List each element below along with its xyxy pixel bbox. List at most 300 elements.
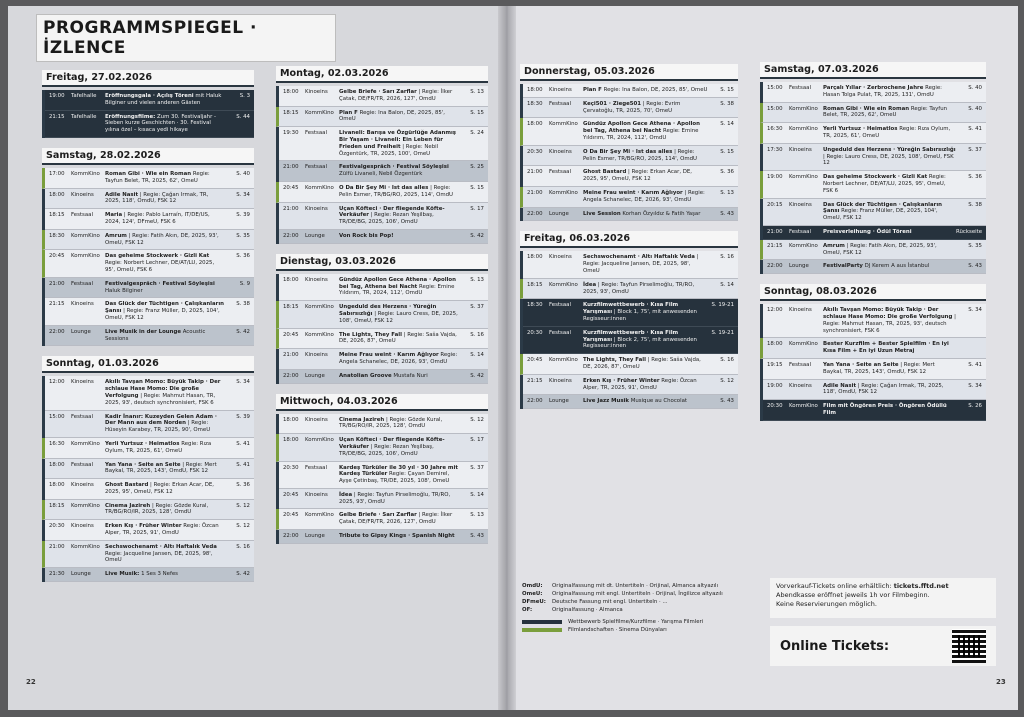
event-row[interactable] [763,260,986,274]
event-detail: | Regie: Lauro Cress, DE, 2025, 108', OmeU, FSK 12 [339,310,458,324]
event-description [105,301,224,321]
event-page-ref: S. 43 [470,533,484,540]
event-row[interactable] [42,250,254,277]
schedule-column-4 [760,62,986,431]
event-time: 19:15 [767,361,783,368]
event-description [105,233,224,247]
event-row[interactable] [520,187,738,208]
event-row[interactable] [523,299,738,326]
event-time: 15:00 [49,413,65,420]
event-venue: Kinoeins [71,301,94,308]
event-detail: 1 Ses 3 Nefes [141,571,178,578]
event-title: Eröffnungsgala · Açılış Töreni [105,93,194,99]
legend-key: OmdU: [522,583,543,589]
event-time: 21:00 [767,228,783,235]
event-list [276,86,488,244]
event-row[interactable] [520,118,738,145]
event-time: 21:00 [49,543,65,550]
legend-text: Deutsche Fassung mit engl. Untertiteln · ... [552,599,668,605]
event-time: 16:30 [49,440,65,447]
event-detail: Zülfü Livaneli, Nebil Özgentürk [339,171,423,178]
event-time: 12:00 [49,379,65,386]
event-page-ref: S. 17 [470,437,484,444]
event-row[interactable] [523,395,738,409]
event-page-ref: S. 42 [470,372,484,379]
event-row[interactable] [763,199,986,226]
event-row[interactable] [760,171,986,198]
event-venue: Tafelhalle [71,113,97,120]
event-time: 12:00 [767,307,783,314]
event-page-ref: S. 15 [720,148,734,155]
event-row[interactable] [45,209,254,230]
event-row[interactable] [763,226,986,240]
event-venue: Kinoeins [549,148,572,155]
event-detail: | Regie: İlker Çatak, DE/FR/TR, 2026, 127', OmdU [339,89,453,102]
qr-code-icon[interactable] [952,629,986,663]
event-list [520,84,738,221]
event-row[interactable] [45,111,254,138]
event-row[interactable] [279,414,488,435]
event-detail: | Regie: Rezan Yeşilbaş, TR/DE/BG, 2025, 106', OmdU [339,212,434,226]
event-page-ref: S. 41 [968,361,982,368]
event-venue: Lounge [549,398,569,405]
event-detail: | Regie: Mert Baykal, TR, 2025, 143', OmdU, FSK 12 [105,461,217,475]
event-row[interactable] [279,127,488,161]
event-row[interactable] [763,144,986,171]
event-row[interactable] [45,568,254,582]
event-time: 21:00 [527,169,543,176]
legend-color-swatch [522,620,562,624]
event-description [583,357,708,371]
event-description [339,164,458,178]
event-row[interactable] [520,279,738,300]
event-detail: | Regie: Erkan Acar, DE, 2025, 95', OmeU, FSK 12 [583,169,693,183]
event-description [339,437,458,457]
event-description [105,544,224,564]
event-detail: Zum 30. Festivaljahr - Sieben kurze Geschichten · 30. Festival yılına özel – kısaca yedi hikaye [105,113,216,134]
event-description [823,106,956,120]
event-row[interactable] [42,438,254,459]
event-venue: KommKino [789,174,818,181]
event-row[interactable] [45,278,254,299]
event-description [583,149,708,163]
event-title: Festivalgespräch · Festival Söyleşisi [105,280,215,287]
event-page-ref: S. 9 [239,280,250,287]
event-venue: Festsaal [305,464,327,471]
event-time: 20:15 [767,201,783,208]
event-row[interactable] [45,189,254,210]
event-row[interactable] [45,376,254,410]
event-detail: | Regie: Lauro Cress, DE, 2025, 108', OmeU, FSK 12 [823,153,954,167]
event-description [823,383,956,397]
legend-color-swatch [522,628,562,632]
event-page-ref [956,341,982,355]
event-title: Roman Gibi · Wie ein Roman [823,105,910,112]
event-description [105,212,224,226]
legend-text: Originalfassung mit dt. Untertiteln · Orijinal, Almanca altyazılı [552,583,718,589]
event-page-ref: Rückseite [956,228,983,235]
event-title: Gündüz Apollon Gece Athena · Apollon bei Tag, Athena bei Nacht [583,121,700,135]
ticket-link[interactable]: tickets.fftd.net [893,582,949,590]
event-title: Erken Kış · Früher Winter [105,523,182,530]
event-page-ref: S. 37 [968,146,982,153]
event-time: 20:45 [283,184,299,191]
event-row[interactable] [763,304,986,338]
event-title: Ungeduld des Herzens · Yüreğin Sabırsızlığı [339,304,437,317]
event-description [339,277,458,297]
legend-bar-text: Wettbewerb Spielfilme/Kurzfilme · Yarışma Filmleri [568,619,704,625]
day-block [276,254,488,384]
event-row[interactable] [523,166,738,187]
event-row[interactable] [763,400,986,421]
event-time: 20:30 [527,148,543,155]
event-page-ref: S. 12 [236,523,250,530]
event-page-ref: S. 40 [968,105,982,112]
event-title: Sechswochenamt · Altı Haftalık Veda [105,543,217,550]
event-venue: KommKino [789,341,818,348]
event-venue: KommKino [71,232,100,239]
event-detail: | Regie: Tayfun Pirselimoğlu, TR/RO, 2025, 93', OmdU [583,281,695,295]
event-row[interactable] [279,370,488,384]
event-page-ref: S. 42 [236,571,250,578]
event-detail: | Regie: Nebil Özgentürk, TR, 2025, 100', OmeU [339,143,439,157]
event-row[interactable] [760,103,986,124]
event-page-ref: S. 13 [470,89,484,95]
event-row[interactable] [520,354,738,375]
event-title: Gelbe Briefe · Sarı Zarflar [339,89,417,95]
event-description [823,85,956,99]
ticket-info-line2: Abendkasse eröffnet jeweils 1h vor Filmbeginn. [776,591,930,599]
event-venue: Festsaal [71,413,93,420]
event-description [583,330,708,350]
event-title: Yerli Yurtsuz · Heimatlos [823,126,898,133]
event-title: The Lights, They Fall [583,357,646,364]
event-time: 22:00 [767,263,783,270]
event-description [339,304,458,324]
event-page-ref: S. 36 [236,253,250,260]
event-time: 16:30 [767,126,783,133]
event-row[interactable] [523,146,738,167]
event-title: Live Musik: [105,571,140,578]
event-row[interactable] [279,530,488,544]
event-title: Meine Frau weint · Karım Ağlıyor [583,189,683,196]
event-description [339,512,458,526]
schedule-column-1 [42,70,254,592]
event-detail: Regie: Rıza Oylum, TR, 2025, 61', OmeU [105,440,212,454]
event-time: 21:30 [49,571,65,578]
day-heading: Sonntag, 01.03.2026 [42,356,254,373]
event-row[interactable] [279,462,488,489]
event-time: 18:30 [527,302,543,309]
event-time: 18:15 [49,212,65,219]
event-detail: Regie: Franz Müller, DE, 2025, 104', OmeU, FSK 12 [823,208,938,222]
event-row[interactable] [45,326,254,347]
event-venue: Lounge [305,533,325,540]
event-title: Plan F [583,87,602,93]
event-description [339,373,458,380]
event-detail: | Regie: Pablo Larraín, IT/DE/US, 2024, 124', DFmeU, FSK 6 [105,212,210,225]
event-time: 20:45 [527,357,543,364]
event-venue: KommKino [71,170,100,177]
event-description [583,211,708,218]
event-row[interactable] [276,509,488,530]
event-time: 21:15 [49,113,65,120]
event-page-ref: S. 37 [470,464,484,471]
event-detail: | Regie: Saša Vajda, DE, 2026, 87', OmeU [339,331,457,345]
event-venue: KommKino [71,502,100,509]
event-row[interactable] [276,182,488,203]
event-venue: Kinoeins [71,482,94,489]
legend-text: Originalfassung mit engl. Untertiteln · Orijinal, İngilizce altyazılı [552,591,723,597]
event-row[interactable] [523,327,738,354]
event-page-ref: S. 24 [470,130,484,137]
event-time: 19:00 [767,174,783,181]
event-page-ref: S. 15 [470,184,484,191]
event-detail: | Regie: İlker Çatak, DE/FR/TR, 2026, 127', OmdU [339,512,453,526]
event-page-ref: S. 43 [968,263,982,270]
event-page-ref: S. 39 [236,212,250,219]
event-row[interactable] [760,338,986,359]
event-row[interactable] [279,349,488,370]
event-title: Ghost Bastard [583,169,627,176]
event-page-ref: S. 38 [968,201,982,208]
event-row[interactable] [760,240,986,261]
day-block [42,70,254,138]
event-time: 19:00 [49,93,65,99]
event-detail: Regie: Rıza Oylum, TR, 2025, 61', OmeU [823,126,951,139]
event-detail: | Regie: Gözde Kural, TR/BG/RO/IR, 2025, 128', OmdU [339,416,443,430]
page-title: PROGRAMMSPIEGEL · İZLENCE [36,14,336,62]
event-row[interactable] [763,380,986,401]
event-detail: mit Haluk Bilginer und vielen anderen Gästen [105,93,222,106]
event-row[interactable] [523,251,738,278]
event-title: Festivalgespräch · Festival Söyleşisi [339,164,449,171]
event-time: 17:30 [767,146,783,153]
event-title: Das geheime Stockwerk · Gizli Kat [823,174,928,181]
event-page-ref: S. 41 [236,461,250,468]
event-detail: | Regie: Mahmut Hasan, TR, 2025, 93', deutsch synchronisiert, FSK 6 [823,313,956,334]
event-description [105,253,224,273]
event-description [583,101,708,115]
event-description [823,174,956,194]
event-venue: KommKino [305,184,334,191]
event-detail: Regie: Emine Yıldırım, TR, 2024, 112', OmdU [583,128,699,141]
day-block [276,394,488,544]
event-time: 21:15 [527,377,543,384]
event-venue: Lounge [71,328,91,335]
event-detail: Acoustic Sessions [105,328,206,342]
event-list [760,82,986,274]
event-venue: KommKino [549,189,578,196]
event-title: Kurzfilmwettbewerb · Kısa Film Yarışması [583,329,679,343]
legend-item [522,582,762,590]
event-page-ref: S. 41 [968,126,982,133]
event-venue: Lounge [71,571,91,578]
event-detail: | Regie: Mahmut Hasan, TR, 2025, 93', deutsch synchronisiert, FSK 6 [105,392,216,406]
event-description [105,192,224,206]
event-page-ref: S. 44 [236,113,250,120]
event-page-ref: S. 16 [470,331,484,338]
event-venue: KommKino [789,242,818,249]
event-row[interactable] [523,98,738,119]
event-row[interactable] [42,168,254,189]
event-row[interactable] [279,274,488,301]
event-venue: Festsaal [549,169,571,176]
event-venue: KommKino [71,253,100,260]
event-title: Keçi501 · Ziege501 [583,100,642,107]
event-description [583,254,708,274]
event-detail: | Regie: Pelin Esmer, TR/BG/RO, 2025, 114', OmdU [339,184,453,198]
event-row[interactable] [276,329,488,350]
event-page-ref: S. 42 [470,232,484,239]
event-time: 18:00 [283,89,299,95]
legend-key: DFmeU: [522,599,546,605]
event-time: 20:30 [283,464,299,471]
event-description [339,130,458,157]
event-row[interactable] [276,434,488,461]
event-title: Sechswochenamt · Altı Haftalık Veda [583,254,695,261]
event-title: FestivalParty [823,263,863,270]
day-block [42,148,254,346]
event-title: Yerli Yurtsuz · Heimatlos [105,440,180,447]
event-venue: KommKino [305,437,334,444]
event-row[interactable] [523,84,738,98]
event-title: Tribute to Gipsy Kings · Spanish Night [339,533,455,540]
event-title: İdea [583,281,597,288]
event-venue: KommKino [549,281,578,288]
event-description [105,379,224,406]
event-title: Ghost Bastard [105,482,149,489]
event-row[interactable] [279,161,488,182]
ticket-info-line1: Vorverkauf-Tickets online erhältlich: [776,582,892,590]
event-title: Von Rock bis Pop! [339,232,394,239]
legend [522,582,762,634]
event-detail: | Regie: Evrim Çervatoğlu, TR, 2025, 70', OmeU [583,100,681,114]
event-row[interactable] [760,123,986,144]
event-description [823,362,956,376]
right-page-number: 23 [996,678,1006,686]
event-row[interactable] [276,107,488,128]
event-page-ref: S. 35 [236,232,250,239]
schedule-column-2 [276,66,488,554]
event-venue: KommKino [305,304,334,311]
event-page-ref: S. 15 [470,109,484,116]
event-row[interactable] [279,86,488,107]
event-title: Gelbe Briefe · Sarı Zarflar [339,512,417,519]
event-title: Meine Frau weint · Karım Ağlıyor [339,352,439,359]
event-detail: | Regie: Tayfun Pirselimoğlu, TR/RO, 2025, 93', OmdU [339,491,451,505]
event-row[interactable] [42,230,254,251]
event-description [339,206,458,226]
event-description [823,263,956,270]
event-venue: Lounge [789,263,809,270]
event-row[interactable] [45,298,254,325]
event-row[interactable] [45,459,254,480]
event-row[interactable] [279,230,488,244]
event-page-ref: S. 16 [720,357,734,364]
event-title: Erken Kış · Früher Winter [583,377,660,384]
event-title: Livaneli: Barışa ve Özgürlüğe Adanmış Bir Yaşam · Livaneli: Ein Leben für Frieden und Freiheit [339,130,457,150]
event-time: 17:00 [49,170,65,177]
event-title: Plan F [339,109,358,116]
event-title: Maria [105,212,123,219]
event-page-ref: S. 15 [720,87,734,93]
event-detail: Musique au Chocolat [630,398,688,405]
event-time: 18:00 [767,341,783,348]
event-venue: KommKino [71,440,100,447]
legend-item [522,598,762,606]
event-page-ref: S. 35 [968,242,982,249]
event-row[interactable] [45,411,254,438]
event-row[interactable] [45,479,254,500]
event-page-ref: S. 36 [236,482,250,489]
event-description [583,87,708,94]
legend-text: Originalfassung · Almanca [552,607,623,613]
day-block [760,284,986,421]
event-description [339,352,458,366]
event-row[interactable] [763,82,986,103]
day-heading: Montag, 02.03.2026 [276,66,488,83]
event-venue: KommKino [789,126,818,133]
event-row[interactable] [523,375,738,396]
event-title: O Da Bir Şey Mi · Ist das alles [583,148,673,155]
event-description [583,378,708,392]
event-row[interactable] [279,489,488,510]
event-row[interactable] [279,203,488,230]
ticket-info-box [770,578,996,618]
event-title: Das Glück der Tüchtigen · Çalışkanların Şansı [105,301,225,315]
event-detail: Regie: Tayfun Belet, TR, 2025, 62', OmeU [105,170,210,184]
event-row[interactable] [42,500,254,521]
event-venue: Festsaal [549,302,571,309]
event-time: 19:00 [767,382,783,389]
event-detail: | Regie: Çağan Irmak, TR, 2025, 118', OmdU, FSK 12 [823,382,944,396]
event-description [105,171,224,185]
event-time: 20:45 [283,512,299,519]
event-title: Film mit Öngören Preis · Öngören Ödüllü Film [823,403,947,416]
event-title: Live Musik in der Lounge [105,328,181,335]
event-row[interactable] [276,301,488,328]
event-description [823,341,956,355]
event-description [339,492,458,506]
event-page-ref: S. 16 [236,543,250,550]
event-detail: | Regie: Çağan Irmak, TR, 2025, 118', OmdU, FSK 12 [105,191,209,205]
event-venue: Kinoeins [789,307,812,314]
event-time: 18:15 [283,304,299,311]
event-time: 20:45 [283,331,299,338]
event-title: Amrum [823,242,845,249]
event-row[interactable] [763,359,986,380]
event-time: 18:00 [49,482,65,489]
event-page-ref: S. 13 [470,512,484,519]
event-row[interactable] [42,541,254,568]
event-row[interactable] [523,208,738,222]
event-title: Bester Kurzfilm + Bester Spielfilm · En iyi Kısa Film + En iyi Uzun Metraj [823,341,949,355]
event-detail: Regie: Jacqueline Jansen, DE, 2025, 98', OmeU [105,550,213,564]
event-venue: Kinoeins [549,87,572,93]
event-time: 19:30 [283,130,299,137]
event-page-ref: S. 16 [720,254,734,261]
event-venue: Kinoeins [71,379,94,386]
event-description [105,441,224,455]
event-detail: DJ Kerem A aus İstanbul [864,263,930,270]
event-detail: | Regie: Fatih Akın, DE, 2025, 93', OmeU, FSK 12 [105,232,219,246]
event-row[interactable] [45,90,254,111]
event-description [583,282,708,296]
day-block [520,64,738,221]
event-description [105,281,224,295]
event-row[interactable] [45,520,254,541]
